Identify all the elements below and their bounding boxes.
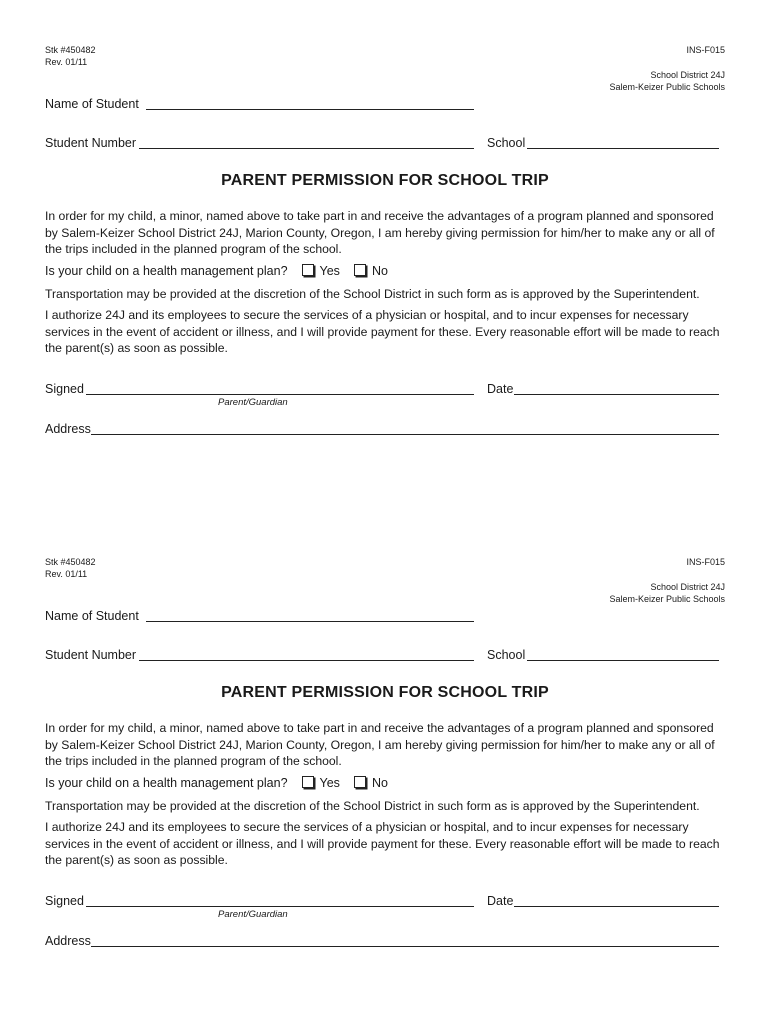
parent-guardian-caption: Parent/Guardian — [218, 397, 288, 408]
school-label: School — [487, 648, 526, 662]
yes-checkbox[interactable] — [302, 776, 314, 788]
name-field[interactable] — [146, 621, 474, 622]
form-code: INS-F015 — [686, 557, 725, 567]
form-title: PARENT PERMISSION FOR SCHOOL TRIP — [221, 172, 549, 189]
transportation-text: Transportation may be provided at the discretion of the School District in such form as is approved by the Superintendent. — [45, 287, 700, 301]
signed-label: Signed — [45, 894, 84, 908]
stock-number: Stk #450482 — [45, 45, 96, 55]
school-label: School — [487, 136, 526, 150]
name-label: Name of Student — [45, 609, 139, 623]
yes-checkbox[interactable] — [302, 264, 314, 276]
signature-field[interactable] — [86, 394, 474, 395]
address-field[interactable] — [91, 434, 719, 435]
name-field[interactable] — [146, 109, 474, 110]
name-label: Name of Student — [45, 97, 139, 111]
form-code: INS-F015 — [686, 45, 725, 55]
permission-form-bottom — [0, 512, 770, 1024]
school-field[interactable] — [527, 660, 719, 661]
parent-guardian-caption: Parent/Guardian — [218, 909, 288, 920]
address-field[interactable] — [91, 946, 719, 947]
date-label: Date — [487, 894, 514, 908]
revision-date: Rev. 01/11 — [45, 57, 88, 67]
health-question-text: Is your child on a health management plan? — [45, 776, 288, 790]
student-number-field[interactable] — [139, 148, 474, 149]
no-checkbox[interactable] — [354, 776, 366, 788]
address-label: Address — [45, 934, 91, 948]
date-field[interactable] — [514, 906, 719, 907]
transportation-text: Transportation may be provided at the discretion of the School District in such form as is approved by the Superintendent. — [45, 799, 700, 813]
health-question-text: Is your child on a health management plan? — [45, 264, 288, 278]
district-name: School District 24J — [650, 582, 725, 592]
health-question — [45, 775, 388, 791]
signature-field[interactable] — [86, 906, 474, 907]
student-number-label: Student Number — [45, 648, 137, 662]
authorization-paragraph: I authorize 24J and its employees to secure the services of a physician or hospital, and to incur expenses for necessary services in the event of accident or illness, and I will provide payment for these. Every reasonable effort will be made to reach the parent(s) as soon as possible. — [45, 308, 720, 355]
student-number-field[interactable] — [139, 660, 474, 661]
date-field[interactable] — [514, 394, 719, 395]
revision-date: Rev. 01/11 — [45, 569, 88, 579]
stock-number: Stk #450482 — [45, 557, 96, 567]
health-question — [45, 263, 388, 279]
signed-label: Signed — [45, 382, 84, 396]
address-label: Address — [45, 422, 91, 436]
school-field[interactable] — [527, 148, 719, 149]
form-title: PARENT PERMISSION FOR SCHOOL TRIP — [221, 684, 549, 701]
district-name: School District 24J — [650, 70, 725, 80]
student-number-label: Student Number — [45, 136, 137, 150]
yes-label: Yes — [319, 776, 340, 790]
district-subtitle: Salem-Keizer Public Schools — [609, 82, 725, 92]
permission-paragraph: In order for my child, a minor, named above to take part in and receive the advantages of a program planned and sponsored by Salem-Keizer School District 24J, Marion County, Oregon, I am hereby giving permission for him/her to make any or all of the trips included in the planned program of the school. — [45, 721, 715, 768]
date-label: Date — [487, 382, 514, 396]
authorization-paragraph: I authorize 24J and its employees to secure the services of a physician or hospital, and to incur expenses for necessary services in the event of accident or illness, and I will provide payment for these. Every reasonable effort will be made to reach the parent(s) as soon as possible. — [45, 820, 720, 867]
district-subtitle: Salem-Keizer Public Schools — [609, 594, 725, 604]
no-label: No — [371, 264, 388, 278]
permission-paragraph: In order for my child, a minor, named above to take part in and receive the advantages of a program planned and sponsored by Salem-Keizer School District 24J, Marion County, Oregon, I am hereby giving permission for him/her to make any or all of the trips included in the planned program of the school. — [45, 209, 715, 256]
no-label: No — [371, 776, 388, 790]
no-checkbox[interactable] — [354, 264, 366, 276]
yes-label: Yes — [319, 264, 340, 278]
